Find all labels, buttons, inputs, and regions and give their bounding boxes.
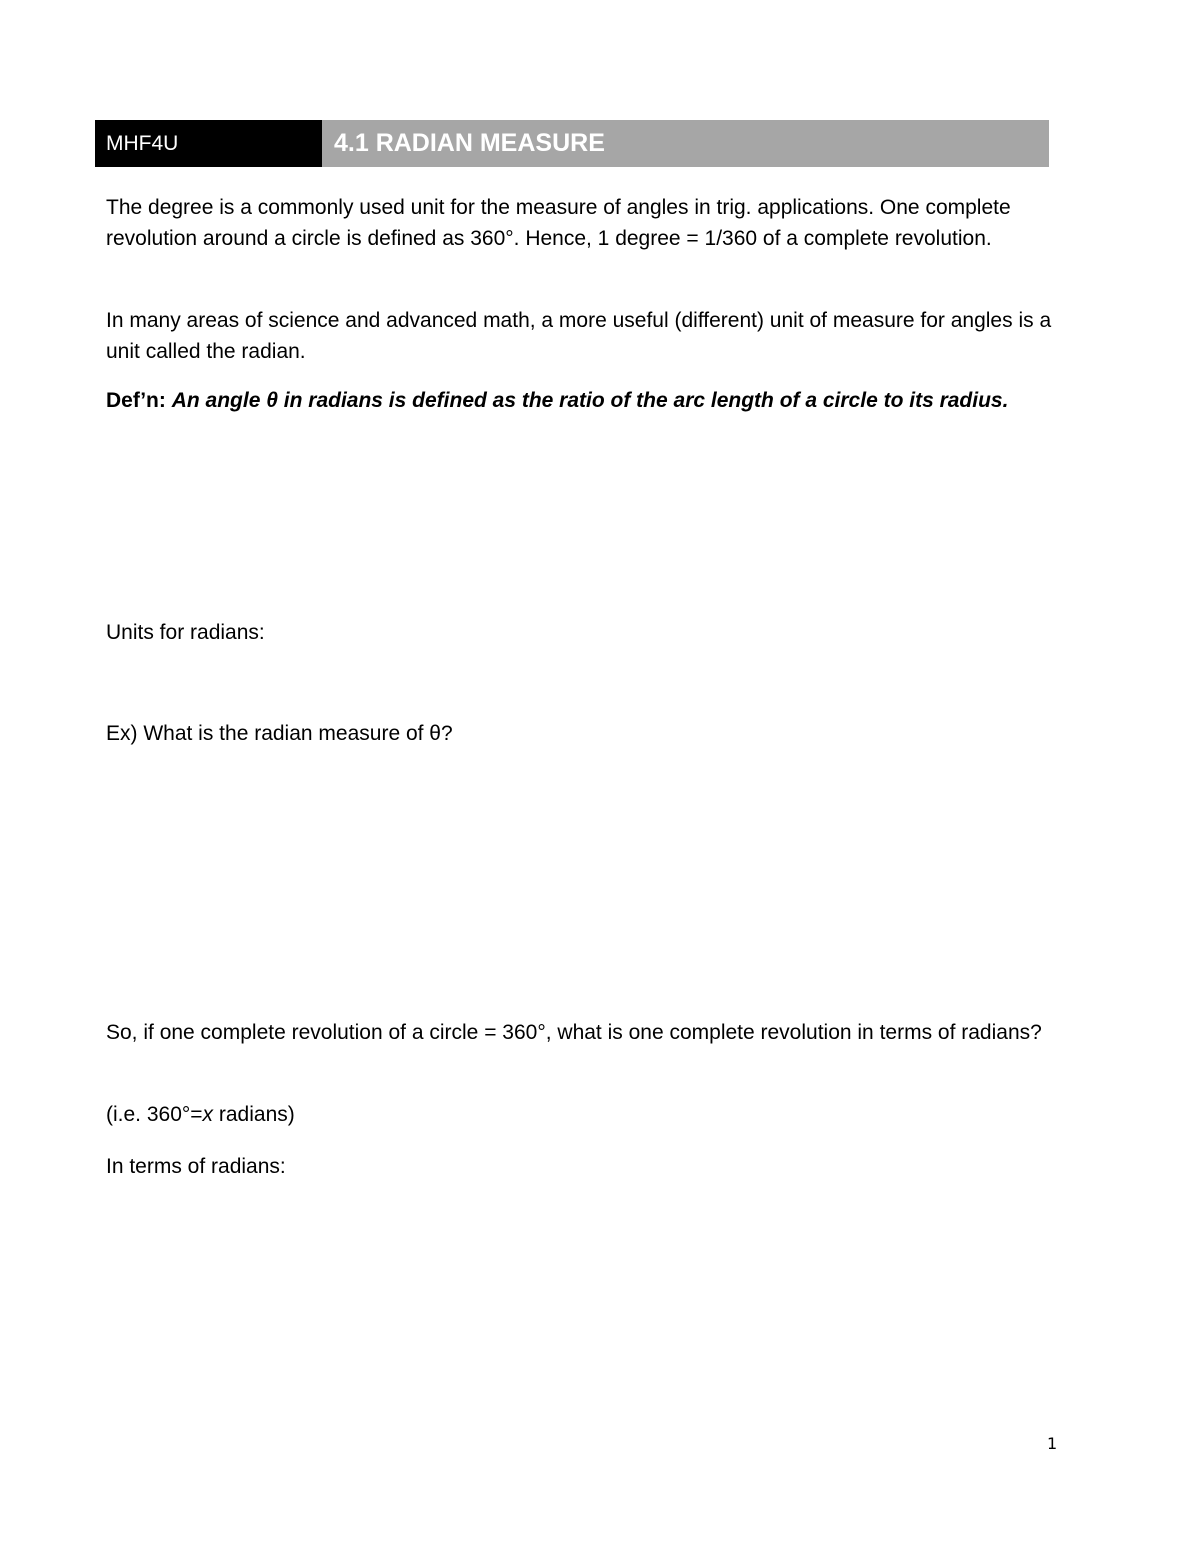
example-prompt: Ex) What is the radian measure of θ? bbox=[106, 722, 453, 745]
ie-prefix: (i.e. 360°= bbox=[106, 1103, 203, 1126]
revolution-question: So, if one complete revolution of a circle = 360°, what is one complete revolution in terms of radians? bbox=[106, 1021, 1042, 1044]
ie-suffix: radians) bbox=[213, 1103, 295, 1126]
header-bar bbox=[95, 120, 1049, 167]
units-prompt: Units for radians: bbox=[106, 621, 265, 644]
section-title: 4.1 RADIAN MEASURE bbox=[322, 120, 1049, 167]
radian-intro-paragraph: In many areas of science and advanced math, a more useful (different) unit of measure for angles is a unit called the radian. bbox=[106, 309, 1052, 363]
course-code: MHF4U bbox=[95, 120, 322, 167]
definition-text: An angle θ in radians is defined as the ratio of the arc length of a circle to its radius. bbox=[171, 389, 1009, 412]
ie-variable: x bbox=[202, 1103, 214, 1126]
definition-label: Def’n: bbox=[106, 389, 166, 412]
definition-paragraph bbox=[106, 385, 1066, 417]
terms-prompt: In terms of radians: bbox=[106, 1155, 286, 1178]
intro-paragraph: The degree is a commonly used unit for the measure of angles in trig. applications. One complete revolution around a circle is defined as 360°. Hence, 1 degree = 1/360 of a complete revolution. bbox=[106, 196, 1011, 250]
page-number: 1 bbox=[1047, 1434, 1058, 1453]
ie-equation bbox=[106, 1099, 1066, 1130]
